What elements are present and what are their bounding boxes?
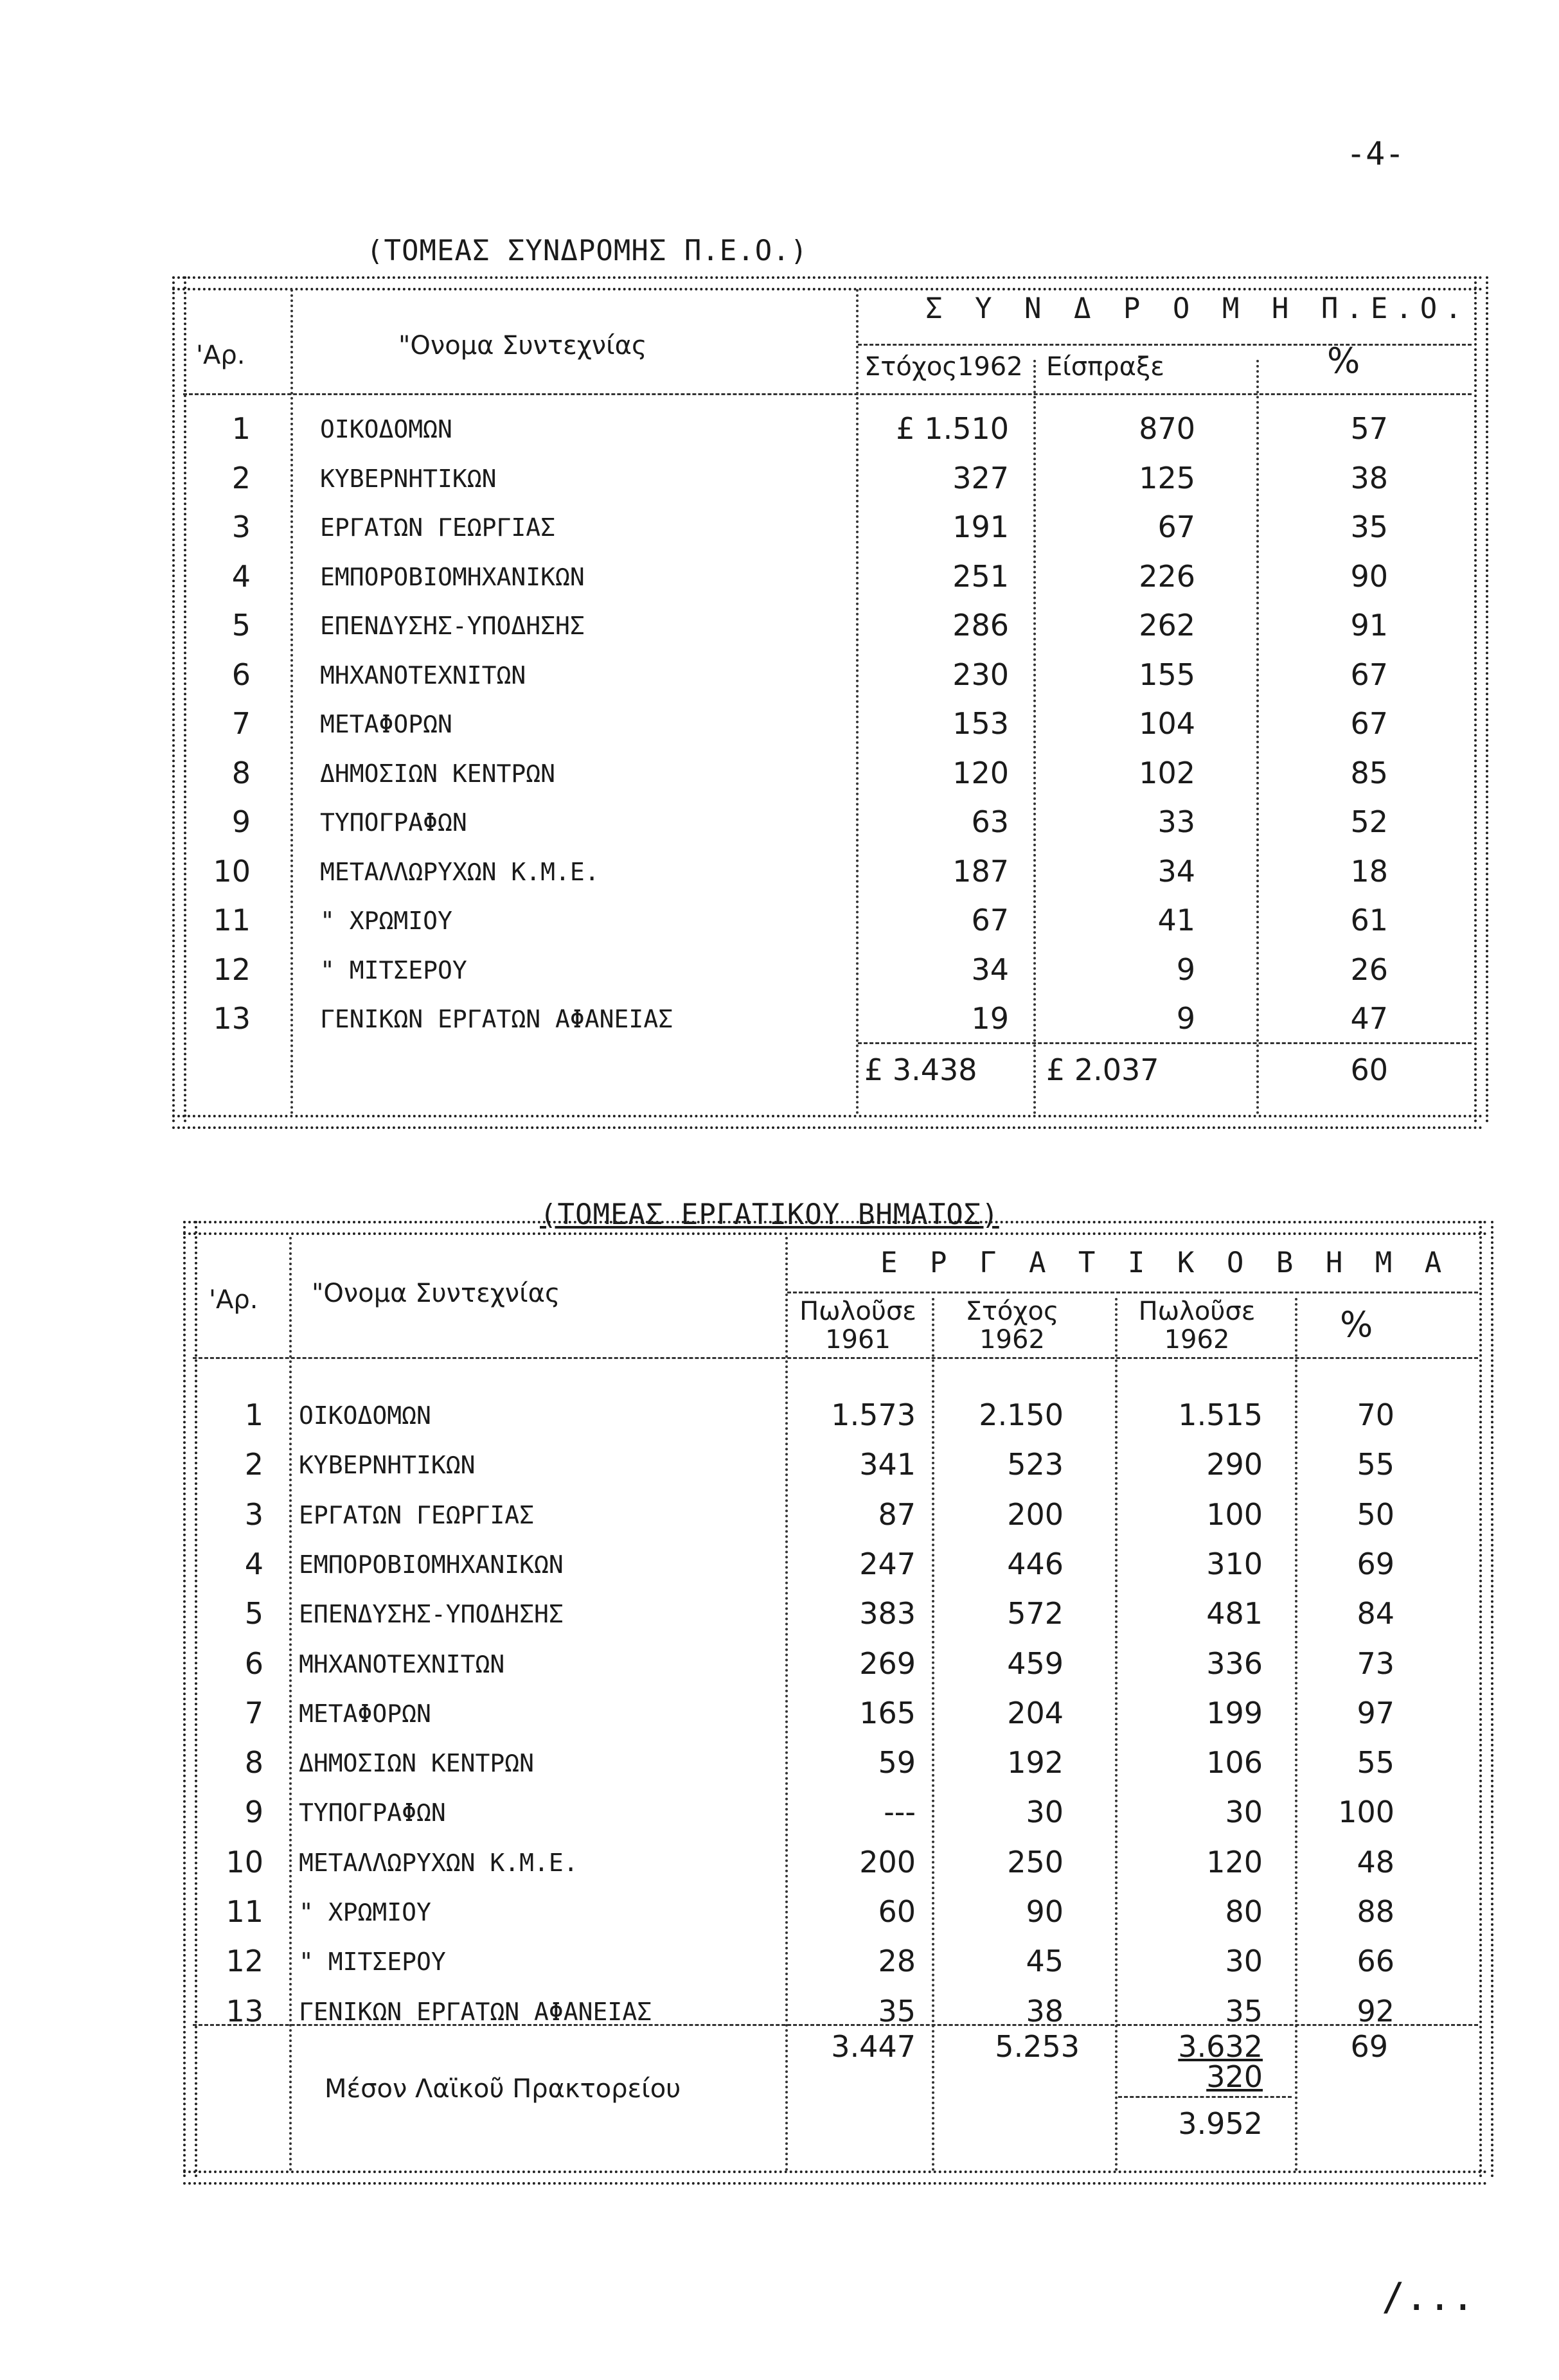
table2-row-target1962: 459 [1007, 1646, 1064, 1681]
table2-header-no: 'Αρ. [209, 1285, 258, 1315]
table1-row-name: " ΜΙΤΣΕΡΟΥ [320, 956, 467, 984]
table2-row-no: 13 [226, 1994, 263, 2029]
table1-row-name: ΕΡΓΑΤΩΝ ΓΕΩΡΓΙΑΣ [320, 513, 556, 542]
table2-row-sold1962: 481 [1206, 1596, 1263, 1631]
table2-row-percent: 66 [1357, 1944, 1394, 1978]
table2-row-sold1961: 200 [859, 1845, 916, 1879]
table1-row-no: 7 [231, 706, 251, 741]
table2-left-border [183, 1221, 197, 2178]
table1-row-collected: 9 [1176, 1001, 1195, 1036]
table1-row-target: 251 [952, 559, 1009, 594]
table2-row-sold1961: --- [884, 1795, 916, 1829]
table2-row-percent: 97 [1357, 1696, 1394, 1730]
table1-total-rule [858, 1042, 1472, 1044]
table2-row-sold1962: 336 [1206, 1646, 1263, 1681]
table1-sep-collected [1256, 360, 1259, 1115]
table2-right-border [1479, 1221, 1493, 2178]
table1-row-percent: 47 [1350, 1001, 1388, 1036]
table1-row-percent: 38 [1350, 461, 1388, 495]
table2-row-sold1961: 269 [859, 1646, 916, 1681]
table1-row-target: 63 [971, 804, 1009, 839]
table2-row-target1962: 572 [1007, 1596, 1064, 1631]
table2-row-no: 7 [244, 1696, 263, 1730]
table2-row-sold1962: 1.515 [1178, 1398, 1263, 1432]
table1-row-target: 19 [971, 1001, 1009, 1036]
table2-row-target1962: 523 [1007, 1447, 1064, 1482]
table1-header-name: "Ονομα Συντεχνίας [398, 331, 647, 360]
table2-row-percent: 55 [1357, 1447, 1394, 1482]
table2-row-no: 3 [244, 1497, 263, 1532]
table1-row-percent: 57 [1350, 411, 1388, 446]
table2-row-sold1962: 35 [1225, 1994, 1263, 2029]
table2-row-sold1962: 30 [1225, 1795, 1263, 1829]
table1-row-collected: 104 [1139, 706, 1195, 741]
table1-row-percent: 67 [1350, 706, 1388, 741]
table2-header-group: Ε Ρ Γ Α Τ Ι Κ Ο Β Η Μ Α [880, 1247, 1450, 1279]
table1-row-name: ΕΠΕΝΔΥΣΗΣ-ΥΠΟΔΗΣΗΣ [320, 612, 585, 640]
table1-row-percent: 61 [1350, 903, 1388, 937]
table2-caption: (ΤΟΜΕΑΣ ΕΡΓΑΤΙΚΟΥ ΒΗΜΑΤΟΣ) [540, 1198, 999, 1231]
table2-total-sold1961: 3.447 [831, 2029, 916, 2064]
table1-row-name: ΚΥΒΕΡΝΗΤΙΚΩΝ [320, 465, 497, 493]
table1-row-no: 11 [213, 903, 251, 937]
table2-row-target1962: 250 [1007, 1845, 1064, 1879]
table1-row-collected: 870 [1139, 411, 1195, 446]
table1-row-no: 10 [213, 854, 251, 889]
table1-row-name: ΓΕΝΙΚΩΝ ΕΡΓΑΤΩΝ ΑΦΑΝΕΙΑΣ [320, 1005, 673, 1033]
table2-row-no: 11 [226, 1894, 263, 1929]
table1-row-percent: 90 [1350, 559, 1388, 594]
table2-row-no: 6 [244, 1646, 263, 1681]
table2-row-percent: 100 [1338, 1795, 1394, 1829]
table2-row-no: 12 [226, 1944, 263, 1978]
table2-row-sold1961: 383 [859, 1596, 916, 1631]
table2-row-name: ΜΕΤΑΛΛΩΡΥΧΩΝ Κ.Μ.Ε. [299, 1849, 578, 1877]
table2-total-percent: 69 [1350, 2029, 1388, 2064]
table2-row-no: 2 [244, 1447, 263, 1482]
table2-row-no: 8 [244, 1745, 263, 1780]
table2-row-sold1961: 165 [859, 1696, 916, 1730]
table2-bottom-border [183, 2171, 1488, 2185]
table1-row-collected: 155 [1139, 657, 1195, 692]
table2-sep-name [785, 1237, 788, 2172]
table1-row-name: ΜΗΧΑΝΟΤΕΧΝΙΤΩΝ [320, 661, 526, 689]
table2-row-name: ΤΥΠΟΓΡΑΦΩΝ [299, 1798, 446, 1827]
table1-header-no: 'Αρ. [196, 341, 245, 370]
table1-row-collected: 67 [1157, 510, 1195, 544]
table1-row-collected: 125 [1139, 461, 1195, 495]
table1-row-no: 1 [231, 411, 251, 446]
table1-row-percent: 18 [1350, 854, 1388, 889]
table2-row-percent: 70 [1357, 1398, 1394, 1432]
table2-header-target1962-b: 1962 [979, 1325, 1045, 1354]
table2-row-name: ΚΥΒΕΡΝΗΤΙΚΩΝ [299, 1451, 476, 1479]
table1-row-target: 327 [952, 461, 1009, 495]
table1-row-no: 4 [231, 559, 251, 594]
table2-header-sold1962-a: Πωλοῦσε [1138, 1297, 1256, 1326]
table1-row-no: 2 [231, 461, 251, 495]
table2-row-sold1962: 199 [1206, 1696, 1263, 1730]
table2-sep-no [289, 1237, 292, 2172]
table2-row-sold1961: 1.573 [831, 1398, 916, 1432]
table1-bottom-border [172, 1115, 1483, 1129]
table1-row-target: £ 1.510 [896, 411, 1009, 446]
table2-top-border [183, 1221, 1488, 1235]
table2-row-sold1962: 310 [1206, 1547, 1263, 1581]
table1-row-target: 286 [952, 608, 1009, 643]
table1-top-border [172, 276, 1483, 290]
table1-total-collected: £ 2.037 [1046, 1052, 1159, 1087]
table2-sep-sold1961 [932, 1298, 934, 2172]
table1-row-no: 3 [231, 510, 251, 544]
table1-header-group-rule [858, 344, 1472, 346]
table2-row-target1962: 45 [1026, 1944, 1064, 1978]
table1-header-collected: Είσπραξε [1046, 352, 1164, 382]
table1-row-name: ΤΥΠΟΓΡΑΦΩΝ [320, 808, 467, 837]
table1-header-group: Σ Υ Ν Δ Ρ Ο Μ Η Π.Ε.Ο. [925, 292, 1470, 325]
table2-header-target1962-a: Στόχος [965, 1297, 1059, 1326]
table1-row-collected: 226 [1139, 559, 1195, 594]
table2-row-sold1961: 35 [878, 1994, 916, 2029]
table2-row-name: ΔΗΜΟΣΙΩΝ ΚΕΝΤΡΩΝ [299, 1749, 535, 1777]
table2-row-sold1961: 28 [878, 1944, 916, 1978]
table2-row-no: 4 [244, 1547, 263, 1581]
table1-sep-name [856, 289, 859, 1115]
table1-row-name: ΜΕΤΑΛΛΩΡΥΧΩΝ Κ.Μ.Ε. [320, 858, 600, 886]
table1-row-percent: 85 [1350, 756, 1388, 790]
table2-total-rule [193, 2024, 1478, 2026]
table2-header-sold1962-b: 1962 [1164, 1325, 1230, 1354]
table2-sep-sold1962 [1295, 1298, 1297, 2172]
table2-total-target1962: 5.253 [995, 2029, 1080, 2064]
table2-header-name: "Ονομα Συντεχνίας [312, 1279, 560, 1308]
table2-row-no: 9 [244, 1795, 263, 1829]
table1-right-border [1474, 276, 1488, 1123]
table2-row-sold1961: 247 [859, 1547, 916, 1581]
table2-row-no: 10 [226, 1845, 263, 1879]
table2-row-name: " ΜΙΤΣΕΡΟΥ [299, 1948, 446, 1976]
table2-row-name: ΕΡΓΑΤΩΝ ΓΕΩΡΓΙΑΣ [299, 1501, 535, 1529]
table2-row-sold1962: 30 [1225, 1944, 1263, 1978]
table2-row-sold1962: 106 [1206, 1745, 1263, 1780]
table1-row-collected: 9 [1176, 952, 1195, 987]
table1-row-no: 8 [231, 756, 251, 790]
table1-header-target: Στόχος1962 [864, 352, 1023, 382]
table1-row-target: 34 [971, 952, 1009, 987]
table2-header-rule [193, 1357, 1478, 1359]
table2-header-sold1961-a: Πωλοῦσε [799, 1297, 916, 1326]
table1-total-percent: 60 [1350, 1052, 1388, 1087]
table1-row-percent: 91 [1350, 608, 1388, 643]
table2-row-sold1962: 80 [1225, 1894, 1263, 1929]
table1-row-name: ΜΕΤΑΦΟΡΩΝ [320, 710, 452, 738]
table2-total-sold1962: 3.632 [1178, 2029, 1263, 2064]
table2-row-percent: 55 [1357, 1745, 1394, 1780]
table2-row-target1962: 30 [1026, 1795, 1064, 1829]
table2-header-group-rule [787, 1292, 1478, 1293]
table1-row-collected: 41 [1157, 903, 1195, 937]
table1-row-no: 9 [231, 804, 251, 839]
table2-row-percent: 88 [1357, 1894, 1394, 1929]
table2-row-target1962: 446 [1007, 1547, 1064, 1581]
table1-row-target: 191 [952, 510, 1009, 544]
table2-grand-total: 3.952 [1178, 2106, 1263, 2141]
table1-row-no: 6 [231, 657, 251, 692]
table2-row-target1962: 200 [1007, 1497, 1064, 1532]
table2-row-sold1962: 100 [1206, 1497, 1263, 1532]
table2-agency-label: Μέσον Λαϊκοῦ Πρακτορείου [325, 2074, 681, 2104]
table2-row-name: ΕΠΕΝΔΥΣΗΣ-ΥΠΟΔΗΣΗΣ [299, 1600, 564, 1628]
table2-row-target1962: 90 [1026, 1894, 1064, 1929]
table2-row-percent: 92 [1357, 1994, 1394, 2029]
table2-row-sold1961: 341 [859, 1447, 916, 1482]
table1-row-no: 5 [231, 608, 251, 643]
table1-total-target: £ 3.438 [864, 1052, 977, 1087]
table1-row-percent: 52 [1350, 804, 1388, 839]
table1-caption: (ΤΟΜΕΑΣ ΣΥΝΔΡΟΜΗΣ Π.Ε.Ο.) [366, 235, 808, 267]
table2-row-sold1961: 60 [878, 1894, 916, 1929]
table1-row-collected: 102 [1139, 756, 1195, 790]
table2-row-sold1961: 59 [878, 1745, 916, 1780]
table1-row-target: 230 [952, 657, 1009, 692]
table1-left-border [172, 276, 186, 1123]
table1-row-collected: 34 [1157, 854, 1195, 889]
table2-row-percent: 84 [1357, 1596, 1394, 1631]
table2-sep-target1962 [1115, 1298, 1118, 2172]
table1-header-rule [183, 393, 1472, 395]
table2-header-percent: % [1340, 1304, 1373, 1345]
table1-row-percent: 35 [1350, 510, 1388, 544]
table2-row-percent: 50 [1357, 1497, 1394, 1532]
table1-row-percent: 67 [1350, 657, 1388, 692]
table1-row-collected: 262 [1139, 608, 1195, 643]
table1-row-target: 120 [952, 756, 1009, 790]
table2-row-name: ΜΕΤΑΦΟΡΩΝ [299, 1700, 431, 1728]
table1-sep-target [1033, 360, 1036, 1115]
table1-row-percent: 26 [1350, 952, 1388, 987]
table1-row-name: " ΧΡΩΜΙΟΥ [320, 907, 452, 935]
table1-row-target: 187 [952, 854, 1009, 889]
table2-row-name: ΟΙΚΟΔΟΜΩΝ [299, 1401, 431, 1430]
table1-row-target: 153 [952, 706, 1009, 741]
table2-row-percent: 73 [1357, 1646, 1394, 1681]
table2-row-percent: 69 [1357, 1547, 1394, 1581]
table2-row-target1962: 192 [1007, 1745, 1064, 1780]
table2-row-sold1961: 87 [878, 1497, 916, 1532]
table1-sep-no [290, 289, 293, 1115]
table1-row-collected: 33 [1157, 804, 1195, 839]
continuation-mark: /... [1382, 2275, 1475, 2320]
table2-agency-value: 320 [1206, 2059, 1263, 2094]
table2-row-sold1962: 120 [1206, 1845, 1263, 1879]
table1-header-percent: % [1327, 341, 1360, 381]
table2-row-target1962: 2.150 [979, 1398, 1064, 1432]
table2-row-sold1962: 290 [1206, 1447, 1263, 1482]
table2-header-sold1961-b: 1961 [825, 1325, 891, 1354]
table2-row-name: ΜΗΧΑΝΟΤΕΧΝΙΤΩΝ [299, 1650, 505, 1678]
table1-row-target: 67 [971, 903, 1009, 937]
table1-row-name: ΔΗΜΟΣΙΩΝ ΚΕΝΤΡΩΝ [320, 759, 556, 788]
table2-row-no: 5 [244, 1596, 263, 1631]
table2-row-no: 1 [244, 1398, 263, 1432]
table2-row-percent: 48 [1357, 1845, 1394, 1879]
table2-row-target1962: 204 [1007, 1696, 1064, 1730]
table2-row-name: " ΧΡΩΜΙΟΥ [299, 1898, 431, 1926]
table2-row-name: ΓΕΝΙΚΩΝ ΕΡΓΑΤΩΝ ΑΦΑΝΕΙΑΣ [299, 1998, 652, 2026]
table2-agency-rule [1118, 2096, 1292, 2098]
table1-row-no: 13 [213, 1001, 251, 1036]
table1-row-name: ΕΜΠΟΡΟΒΙΟΜΗΧΑΝΙΚΩΝ [320, 563, 585, 591]
page-number: -4- [1346, 135, 1405, 172]
table1-row-no: 12 [213, 952, 251, 987]
table2-row-name: ΕΜΠΟΡΟΒΙΟΜΗΧΑΝΙΚΩΝ [299, 1550, 564, 1579]
table1-row-name: ΟΙΚΟΔΟΜΩΝ [320, 415, 452, 443]
table2-row-target1962: 38 [1026, 1994, 1064, 2029]
